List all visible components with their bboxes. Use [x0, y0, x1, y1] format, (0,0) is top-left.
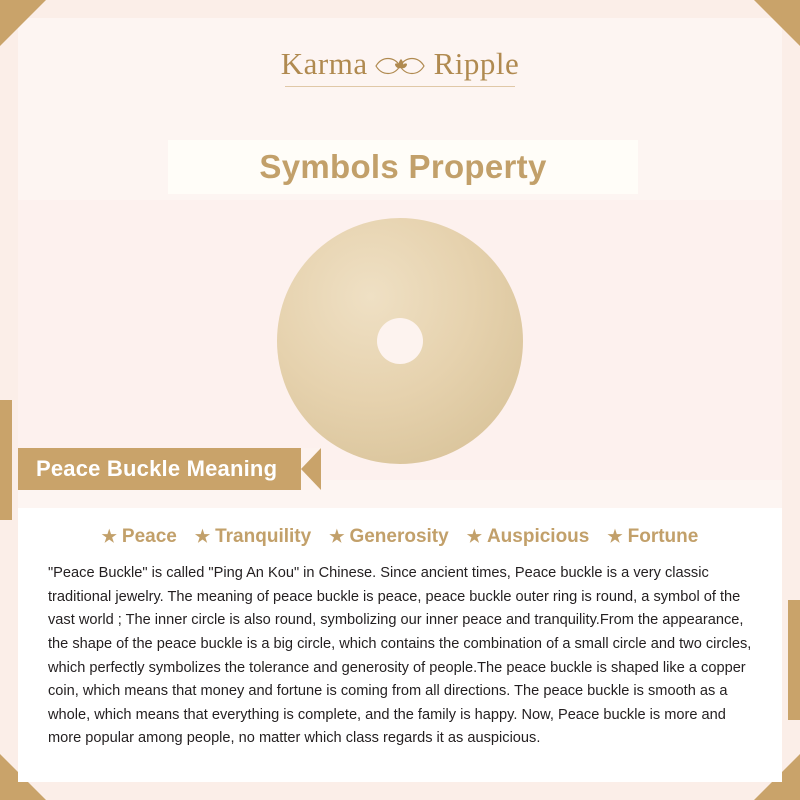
keyword-item-tranquility [195, 526, 311, 548]
keyword-label: Generosity [349, 526, 449, 547]
brand-name-right: Ripple [433, 46, 520, 81]
keyword-label: Peace [121, 526, 177, 547]
brand-wordmark [281, 46, 520, 82]
hero-image [18, 200, 782, 480]
star-icon: ★ [607, 527, 623, 546]
keyword-item-peace [102, 526, 177, 548]
title-band [168, 140, 638, 194]
brand-name-left: Karma [280, 46, 368, 81]
keyword-list [48, 526, 752, 548]
ribbon-tail [301, 448, 321, 490]
page-title: Symbols Property [259, 148, 547, 185]
corner-ornament-top-right [754, 0, 800, 46]
peace-buckle-hole [377, 318, 423, 364]
star-icon: ★ [329, 527, 345, 546]
section-ribbon [18, 448, 321, 490]
side-strip-left [0, 400, 12, 520]
section-ribbon-label: Peace Buckle Meaning [36, 456, 278, 481]
keyword-item-auspicious [467, 526, 590, 548]
lotus-infinity-icon [374, 51, 428, 77]
keyword-item-fortune [607, 526, 698, 548]
keyword-item-generosity [329, 526, 449, 548]
brand-logo [0, 46, 800, 87]
keyword-label: Auspicious [486, 526, 590, 547]
description-card [18, 508, 782, 782]
peace-buckle-disc [277, 218, 523, 464]
side-strip-right [788, 600, 800, 720]
star-icon: ★ [101, 527, 117, 546]
keyword-label: Fortune [627, 526, 699, 547]
corner-ornament-top-left [0, 0, 46, 46]
star-icon: ★ [194, 527, 211, 546]
star-icon: ★ [466, 527, 482, 546]
brand-divider [285, 86, 515, 87]
description-paragraph: "Peace Buckle" is called "Ping An Kou" in Chinese. Since ancient times, Peace buckle is a very classic traditional jewelry. The meaning of peace buckle is peace, peace buckle outer ring is round, a symbol of the vast world ; The inner circle is also round, symbolizing our inner peace and tranquility.From the appearance, the shape of the peace buckle is a big circle, which contains the combination of a small circle and two circles, which perfectly symbolizes the tolerance and generosity of people.The peace buckle is shaped like a copper coin, which means that money and fortune is coming from all directions. The peace buckle is smooth as a whole, which means that everything is complete, and the family is happy. Now, Peace buckle is more and more popular among people, no matter which class regards it as auspicious. [48, 565, 752, 747]
keyword-label: Tranquility [215, 526, 312, 547]
